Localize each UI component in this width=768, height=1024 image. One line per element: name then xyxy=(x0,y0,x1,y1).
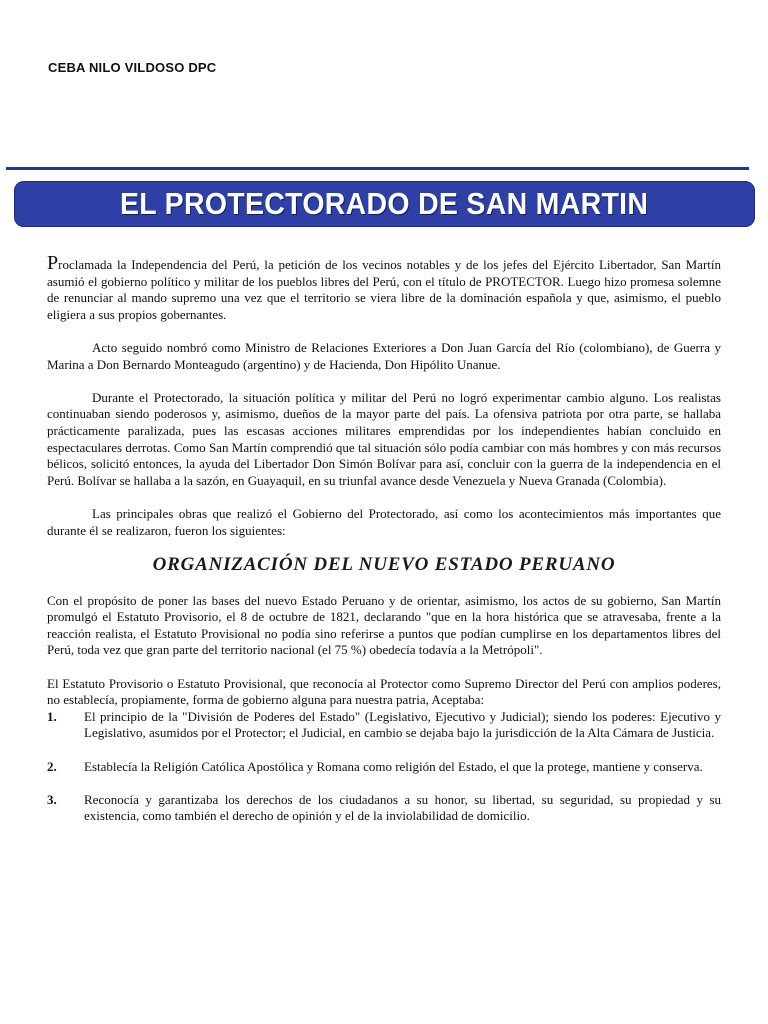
document-body xyxy=(47,252,721,825)
list-item xyxy=(47,709,721,742)
school-header: CEBA NILO VILDOSO DPC xyxy=(48,60,217,75)
list-item xyxy=(47,759,721,776)
intro-paragraph-3: Durante el Protectorado, la situación política y militar del Perú no logró experimentar cambio alguno. Los realistas continuaban siendo poderosos y, asimismo, dueños de la mayor parte del país. La ofensiva patriota por otra parte, se hallaba prácticamente paralizada, pues las escasas acciones militares emprendidas por los independientes habían concluido en espectaculares derrotas. Como San Martín comprendió que tal situación sólo podía cambiar con más hombres y con más recursos bélicos, solicitó entonces, la ayuda del Libertador Don Simón Bolívar para así, concluir con la guerra de la independencia en el Perú. Bolívar se hallaba a la sazón, en Guayaquil, en su triunfal avance desde Venezuela y Nueva Granada (Colombia). xyxy=(47,389,721,488)
intro-paragraph-2: Acto seguido nombró como Ministro de Relaciones Exteriores a Don Juan García del Río (colombiano), de Guerra y Marina a Don Bernardo Monteagudo (argentino) y de Hacienda, Don Hipólito Unanue. xyxy=(47,339,721,372)
list-text: Reconocía y garantizaba los derechos de los ciudadanos a su honor, su libertad, su seguridad, su propiedad y su existencia, como también el derecho de opinión y el de la inviolabilidad de domicilio. xyxy=(84,791,721,824)
list-text: El principio de la "División de Poderes del Estado" (Legislativo, Ejecutivo y Judicial); siendo los poderes: Ejecutivo y Legislativo, asumidos por el Protector; el Judicial, en cambio se dejaba bajo la jurisdicción de la Alta Cámara de Justicia. xyxy=(84,708,721,741)
list-number: 2. xyxy=(47,758,57,774)
list-number: 3. xyxy=(47,791,57,807)
drop-cap: P xyxy=(47,252,59,274)
section-paragraph-1: Con el propósito de poner las bases del nuevo Estado Peruano y de orientar, asimismo, los actos de su gobierno, San Martín promulgó el Estatuto Provisorio, el 8 de octubre de 1821, declarando "que en la hora histórica que se atravesaba, frente a la reacción realista, el Estatuto Provisional no podía sino referirse a puntos que podían cumplirse en los departamentos libres del Perú, toda vez que gran parte del territorio nacional (el 75 %) obedecía todavía a la Metrópoli". xyxy=(47,592,721,658)
list-item xyxy=(47,792,721,825)
section-heading: ORGANIZACIÓN DEL NUEVO ESTADO PERUANO xyxy=(152,554,616,576)
list-text: Establecía la Religión Católica Apostólica y Romana como religión del Estado, el que la protege, mantiene y conserva. xyxy=(84,758,703,774)
page-title: EL PROTECTORADO DE SAN MARTIN xyxy=(120,186,649,221)
intro-paragraph-4: Las principales obras que realizó el Gobierno del Protectorado, así como los acontecimientos más importantes que durante él se realizaron, fueron los siguientes: xyxy=(47,505,721,538)
title-banner xyxy=(14,181,755,227)
intro-paragraph-1 xyxy=(47,252,721,323)
section-paragraph-2: El Estatuto Provisorio o Estatuto Provisional, que reconocía al Protector como Supremo Director del Perú con amplios poderes, no establecía, propiamente, forma de gobierno alguna para nuestra patria, Aceptaba: xyxy=(47,675,721,708)
list-number: 1. xyxy=(47,708,57,724)
header-rule xyxy=(6,167,749,170)
intro-paragraph-1-text: roclamada la Independencia del Perú, la petición de los vecinos notables y de los jefes del Ejército Libertador, San Martín asumió el gobierno político y militar de los pueblos libres del Perú, con el título de PROTECTOR. Luego hizo promesa solemne de renunciar al mando supremo una vez que el territorio se viera libre de la dominación española y que, asimismo, el pueblo eligiera a sus propios gobernantes. xyxy=(47,257,721,322)
